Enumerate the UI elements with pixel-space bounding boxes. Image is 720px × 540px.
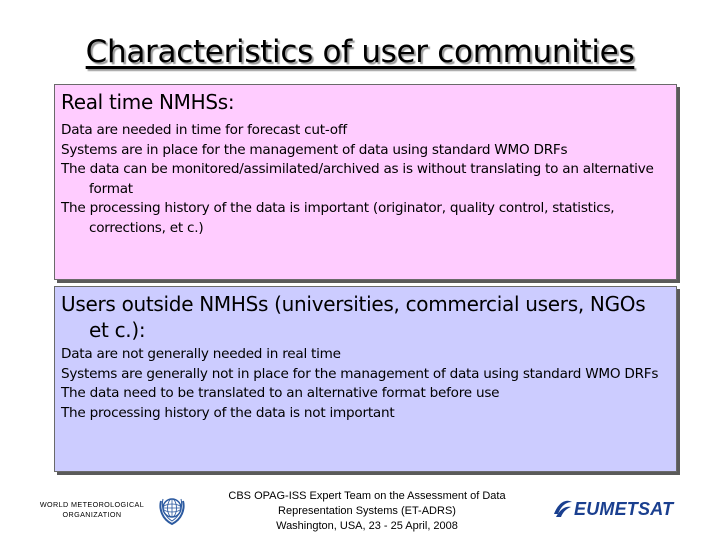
wmo-name — [30, 500, 154, 520]
event-line-2: Representation Systems (ET-ADRS) — [278, 505, 456, 517]
eumetsat-logo — [552, 496, 672, 522]
eumetsat-swoosh-icon — [552, 497, 574, 519]
outside-nmhs-bullet-list — [61, 345, 670, 423]
outside-nmhs-section-heading: Users outside NMHSs (universities, commercial users, NGOs et c.): — [61, 292, 646, 342]
wmo-name-line-2: ORGANIZATION — [62, 510, 122, 519]
wmo-name-line-1: WORLD METEOROLOGICAL — [39, 500, 145, 509]
list-item: The processing history of the data is important (originator, quality control, statistics, corrections, et c.) — [61, 200, 615, 236]
nmhs-bullet-list — [61, 121, 670, 238]
list-item: The data can be monitored/assimilated/archived as is without translating to an alternative format — [61, 161, 654, 197]
event-line-3: Washington, USA, 23 - 25 April, 2008 — [276, 520, 458, 532]
list-item: Systems are generally not in place for the management of data using standard WMO DRFs — [61, 365, 659, 382]
slide-title: Characteristics of user communities — [85, 34, 635, 70]
list-item: Data are not generally needed in real time — [61, 346, 341, 362]
list-item: Systems are in place for the management of data using standard WMO DRFs — [61, 141, 568, 158]
list-item: The processing history of the data is not important — [61, 404, 395, 421]
eumetsat-logo-text: EUMETSAT — [574, 499, 674, 519]
event-line-1: CBS OPAG-ISS Expert Team on the Assessment of Data — [228, 490, 506, 502]
nmhs-section-box — [54, 84, 677, 280]
list-item: The data need to be translated to an alternative format before use — [61, 385, 500, 401]
wmo-emblem-icon — [157, 493, 187, 527]
event-info — [212, 489, 522, 534]
nmhs-section-heading: Real time NMHSs: — [61, 90, 235, 114]
outside-nmhs-section-box — [54, 286, 677, 472]
list-item: Data are needed in time for forecast cut-off — [61, 122, 347, 138]
